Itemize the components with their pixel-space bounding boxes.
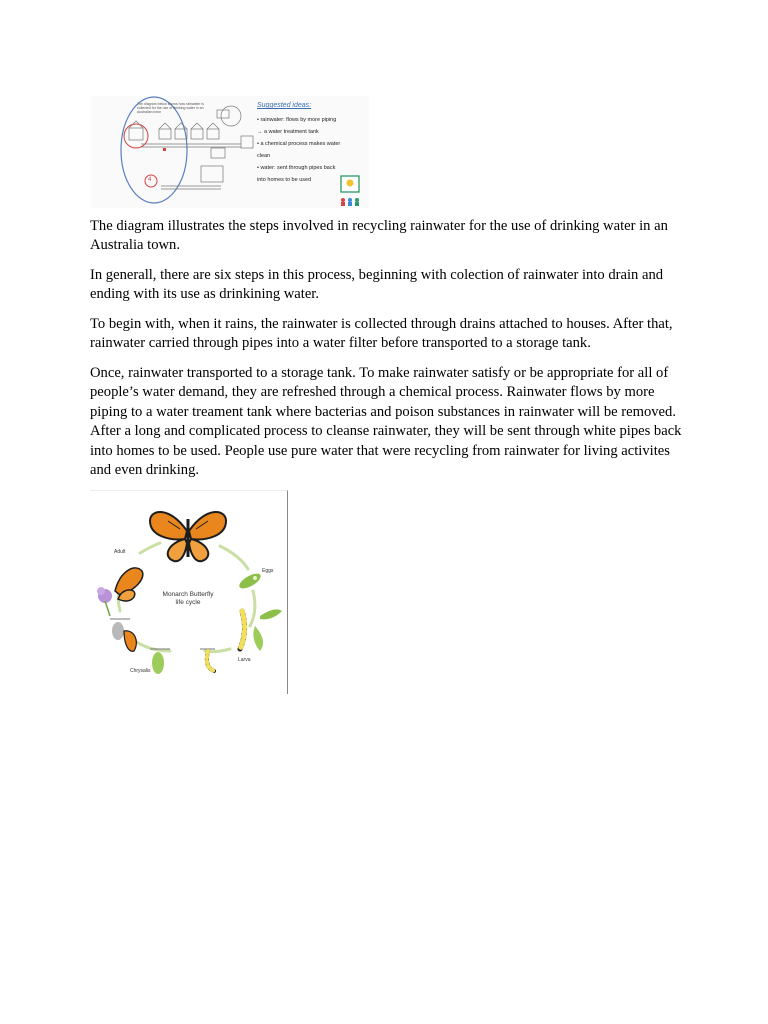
paragraph-body-1: To begin with, when it rains, the rainwater is collected through drains attached to houses. After that, rainwater carried through pipes into a water filter before transported to a storage tank. — [90, 316, 673, 352]
diagram-marker: 4 — [148, 177, 152, 183]
diagram-caption: The diagram below shows how rainwater is collected for the use of drinking water in an Australian town — [137, 102, 204, 114]
rainwater-diagram-image — [91, 96, 369, 208]
label-eggs: Eggs — [262, 568, 274, 574]
paragraph-intro: The diagram illustrates the steps involved in recycling rainwater for the use of drinking water in an Australia town. — [90, 218, 668, 254]
paragraph-overview: In generall, there are six steps in this process, beginning with colection of rainwater into drain and ending with its use as drinkining water. — [90, 267, 664, 303]
suggested-ideas-list — [257, 114, 367, 186]
suggested-idea-line: → a water treatment tank — [257, 129, 319, 135]
butterfly-lifecycle-image — [90, 490, 288, 694]
lifecycle-title-line1: Monarch Butterfly — [162, 591, 214, 598]
label-chrysalis: Chrysalis — [130, 668, 151, 674]
label-adult: Adult — [114, 549, 126, 555]
suggested-idea-line: clean — [257, 153, 271, 159]
suggested-idea-line: into homes to be used — [257, 177, 312, 183]
suggested-idea-line: • water: sent through pipes back — [257, 165, 336, 171]
suggested-idea-line: • rainwater: flows by more piping — [257, 117, 337, 123]
suggested-ideas-title: Suggested ideas: — [257, 102, 312, 109]
lifecycle-title-line2: life cycle — [175, 599, 201, 606]
lifecycle-title — [148, 591, 228, 607]
label-larva: Larva — [238, 657, 251, 663]
suggested-idea-line: • a chemical process makes water — [257, 141, 341, 147]
paragraph-body-2: Once, rainwater transported to a storage tank. To make rainwater satisfy or be appropriate for all of people’s water demand, they are refreshed through a chemical process. Rainwater flows by more piping to a water treament tank where bacterias and poison substances in rainwater will be removed. After a long and complicated process to cleanse rainwater, they will be sent through white pipes back into homes to be used. People use pure water that were recycling from rainwater for living activites and even drinking. — [90, 365, 682, 479]
